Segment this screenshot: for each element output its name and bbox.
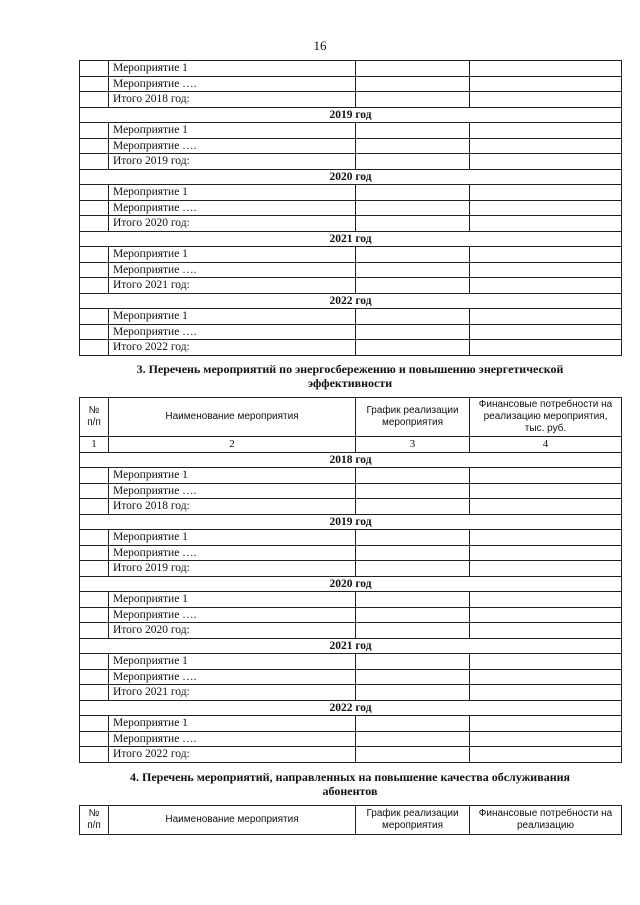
schedule-cell [356, 154, 470, 170]
event-name: Мероприятие 1 [109, 309, 356, 325]
year-row [80, 231, 622, 247]
finance-cell [470, 200, 622, 216]
schedule-cell [356, 262, 470, 278]
total-row [80, 340, 622, 356]
column-number: 1 [80, 437, 109, 453]
table-row [80, 545, 622, 561]
schedule-cell [356, 309, 470, 325]
finance-cell [470, 76, 622, 92]
event-name: Мероприятие …. [109, 76, 356, 92]
num-cell [80, 185, 109, 201]
schedule-cell [356, 731, 470, 747]
num-cell [80, 278, 109, 294]
schedule-cell [356, 592, 470, 608]
total-label: Итого 2018 год: [109, 92, 356, 108]
year-label: 2022 год [80, 293, 622, 309]
finance-cell [470, 340, 622, 356]
header-num: № п/п [80, 806, 109, 835]
num-cell [80, 499, 109, 515]
event-name: Мероприятие 1 [109, 247, 356, 263]
schedule-cell [356, 92, 470, 108]
finance-cell [470, 623, 622, 639]
total-label: Итого 2020 год: [109, 623, 356, 639]
section-4-title [79, 770, 621, 798]
schedule-cell [356, 561, 470, 577]
num-cell [80, 247, 109, 263]
year-label: 2021 год [80, 638, 622, 654]
header-num: № п/п [80, 398, 109, 437]
total-row [80, 216, 622, 232]
finance-cell [470, 309, 622, 325]
total-label: Итого 2018 год: [109, 499, 356, 515]
schedule-cell [356, 623, 470, 639]
schedule-cell [356, 607, 470, 623]
header-name: Наименование мероприятия [109, 806, 356, 835]
year-row [80, 107, 622, 123]
finance-cell [470, 716, 622, 732]
schedule-cell [356, 200, 470, 216]
schedule-cell [356, 654, 470, 670]
finance-cell [470, 262, 622, 278]
num-cell [80, 623, 109, 639]
num-cell [80, 138, 109, 154]
total-row [80, 747, 622, 763]
schedule-cell [356, 216, 470, 232]
table-row [80, 76, 622, 92]
table-row [80, 731, 622, 747]
year-row [80, 514, 622, 530]
total-row [80, 623, 622, 639]
total-label: Итого 2021 год: [109, 685, 356, 701]
column-number: 3 [356, 437, 470, 453]
year-row [80, 452, 622, 468]
finance-cell [470, 123, 622, 139]
event-name: Мероприятие 1 [109, 123, 356, 139]
schedule-cell [356, 716, 470, 732]
schedule-cell [356, 138, 470, 154]
schedule-cell [356, 685, 470, 701]
event-name: Мероприятие …. [109, 324, 356, 340]
num-cell [80, 561, 109, 577]
finance-cell [470, 731, 622, 747]
year-row [80, 169, 622, 185]
event-name: Мероприятие 1 [109, 530, 356, 546]
total-label: Итого 2021 год: [109, 278, 356, 294]
table-row [80, 468, 622, 484]
total-label: Итого 2022 год: [109, 747, 356, 763]
column-number: 4 [470, 437, 622, 453]
finance-cell [470, 324, 622, 340]
finance-cell [470, 216, 622, 232]
table-header-row [80, 806, 622, 835]
num-cell [80, 607, 109, 623]
total-label: Итого 2019 год: [109, 154, 356, 170]
finance-cell [470, 530, 622, 546]
total-row [80, 685, 622, 701]
schedule-cell [356, 278, 470, 294]
finance-cell [470, 247, 622, 263]
year-row [80, 700, 622, 716]
num-cell [80, 61, 109, 77]
schedule-cell [356, 530, 470, 546]
finance-cell [470, 468, 622, 484]
num-cell [80, 685, 109, 701]
year-row [80, 638, 622, 654]
total-row [80, 154, 622, 170]
total-row [80, 278, 622, 294]
table-row [80, 262, 622, 278]
table-row [80, 309, 622, 325]
schedule-cell [356, 123, 470, 139]
year-label: 2020 год [80, 169, 622, 185]
schedule-cell [356, 247, 470, 263]
finance-cell [470, 483, 622, 499]
event-name: Мероприятие 1 [109, 592, 356, 608]
table-row [80, 138, 622, 154]
table-row [80, 247, 622, 263]
finance-cell [470, 545, 622, 561]
schedule-cell [356, 324, 470, 340]
num-cell [80, 654, 109, 670]
schedule-cell [356, 669, 470, 685]
service-quality-events-table [79, 805, 622, 835]
event-name: Мероприятие 1 [109, 654, 356, 670]
num-cell [80, 530, 109, 546]
finance-cell [470, 61, 622, 77]
num-cell [80, 76, 109, 92]
header-finance: Финансовые потребности на реализацию мероприятия, тыс. руб. [470, 398, 622, 437]
event-name: Мероприятие …. [109, 200, 356, 216]
page-number: 16 [313, 38, 327, 53]
finance-cell [470, 278, 622, 294]
schedule-cell [356, 340, 470, 356]
table-row [80, 61, 622, 77]
total-row [80, 561, 622, 577]
finance-cell [470, 747, 622, 763]
num-cell [80, 592, 109, 608]
header-finance: Финансовые потребности на реализацию [470, 806, 622, 835]
section-4-title-line1: 4. Перечень мероприятий, направленных на повышение качества обслуживания [129, 770, 571, 784]
year-label: 2019 год [80, 514, 622, 530]
event-name: Мероприятие …. [109, 262, 356, 278]
num-cell [80, 216, 109, 232]
num-cell [80, 545, 109, 561]
year-label: 2021 год [80, 231, 622, 247]
finance-cell [470, 685, 622, 701]
event-name: Мероприятие …. [109, 669, 356, 685]
table-row [80, 200, 622, 216]
table-row [80, 483, 622, 499]
section-3-title [79, 362, 621, 390]
event-name: Мероприятие …. [109, 138, 356, 154]
event-name: Мероприятие 1 [109, 468, 356, 484]
total-row [80, 499, 622, 515]
finance-cell [470, 138, 622, 154]
table-row [80, 607, 622, 623]
schedule-cell [356, 499, 470, 515]
finance-cell [470, 669, 622, 685]
table-row [80, 123, 622, 139]
schedule-cell [356, 468, 470, 484]
total-label: Итого 2019 год: [109, 561, 356, 577]
finance-cell [470, 154, 622, 170]
section-3-title-line1: 3. Перечень мероприятий по энергосбережению и повышению энергетической [136, 362, 564, 376]
num-cell [80, 731, 109, 747]
table-row [80, 654, 622, 670]
total-label: Итого 2022 год: [109, 340, 356, 356]
year-label: 2019 год [80, 107, 622, 123]
year-row [80, 293, 622, 309]
events-table-continued [79, 60, 622, 356]
schedule-cell [356, 545, 470, 561]
section-3-title-line2: эффективности [307, 376, 393, 390]
event-name: Мероприятие …. [109, 545, 356, 561]
header-schedule: График реализации мероприятия [356, 806, 470, 835]
column-number-row [80, 437, 622, 453]
finance-cell [470, 561, 622, 577]
finance-cell [470, 592, 622, 608]
num-cell [80, 716, 109, 732]
energy-saving-events-table [79, 397, 622, 763]
year-label: 2018 год [80, 452, 622, 468]
table-row [80, 716, 622, 732]
schedule-cell [356, 76, 470, 92]
schedule-cell [356, 61, 470, 77]
num-cell [80, 123, 109, 139]
num-cell [80, 483, 109, 499]
table-row [80, 185, 622, 201]
event-name: Мероприятие …. [109, 731, 356, 747]
table-row [80, 669, 622, 685]
num-cell [80, 154, 109, 170]
finance-cell [470, 499, 622, 515]
table-row [80, 324, 622, 340]
finance-cell [470, 185, 622, 201]
header-name: Наименование мероприятия [109, 398, 356, 437]
event-name: Мероприятие 1 [109, 185, 356, 201]
event-name: Мероприятие 1 [109, 61, 356, 77]
num-cell [80, 262, 109, 278]
event-name: Мероприятие …. [109, 483, 356, 499]
year-label: 2020 год [80, 576, 622, 592]
num-cell [80, 309, 109, 325]
table-row [80, 530, 622, 546]
finance-cell [470, 607, 622, 623]
year-label: 2022 год [80, 700, 622, 716]
total-row [80, 92, 622, 108]
column-number: 2 [109, 437, 356, 453]
schedule-cell [356, 747, 470, 763]
schedule-cell [356, 185, 470, 201]
finance-cell [470, 92, 622, 108]
year-row [80, 576, 622, 592]
num-cell [80, 92, 109, 108]
num-cell [80, 340, 109, 356]
num-cell [80, 468, 109, 484]
num-cell [80, 324, 109, 340]
header-schedule: График реализации мероприятия [356, 398, 470, 437]
num-cell [80, 747, 109, 763]
finance-cell [470, 654, 622, 670]
num-cell [80, 669, 109, 685]
event-name: Мероприятие …. [109, 607, 356, 623]
table-row [80, 592, 622, 608]
section-4-title-line2: абонентов [322, 784, 378, 798]
num-cell [80, 200, 109, 216]
schedule-cell [356, 483, 470, 499]
event-name: Мероприятие 1 [109, 716, 356, 732]
table-header-row [80, 398, 622, 437]
total-label: Итого 2020 год: [109, 216, 356, 232]
